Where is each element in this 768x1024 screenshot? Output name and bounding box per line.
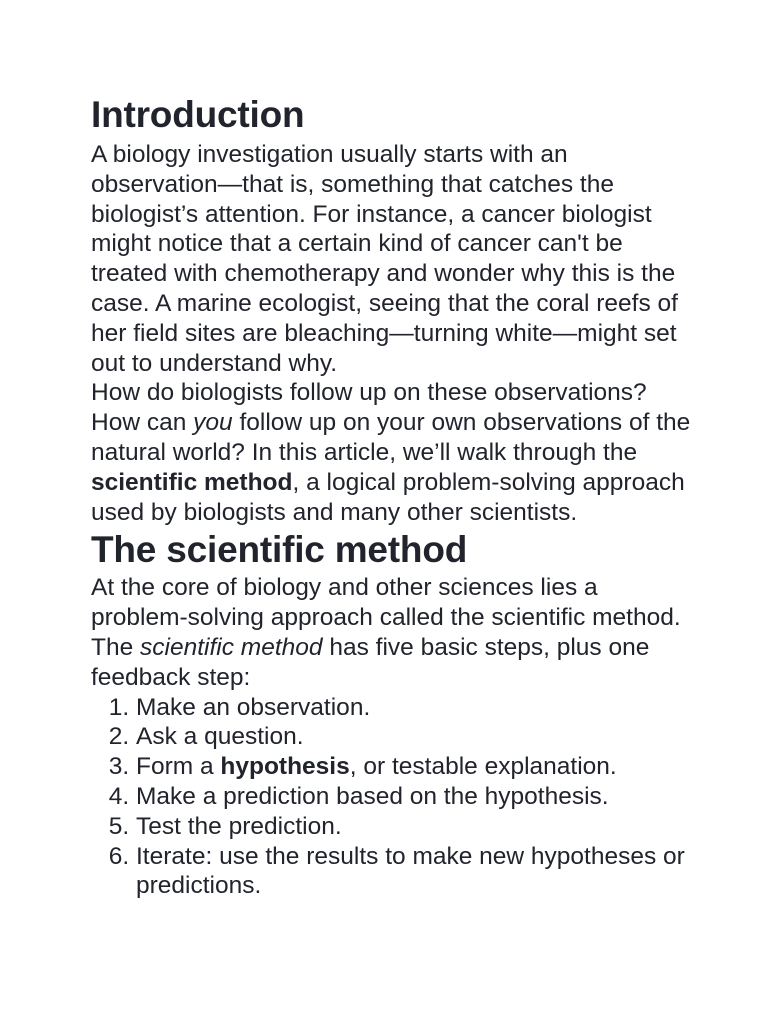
- list-item: 4. Make a prediction based on the hypothesis.: [136, 782, 691, 812]
- list-item: 1. Make an observation.: [136, 693, 691, 723]
- step3-strong: hypothesis: [220, 753, 350, 781]
- intro-paragraph-1: A biology investigation usually starts with an observation—that is, something that catches the biologist’s attention. For instance, a cancer biologist might notice that a certain kind of cancer can't be treated with chemotherapy and wonder why this is the case. A marine ecologist, seeing that the coral reefs of her field sites are bleaching—turning white—might set out to understand why.: [91, 141, 678, 377]
- method-p1-emphasis: scientific method: [140, 633, 323, 661]
- scientific-method-heading: The scientific method: [91, 529, 468, 571]
- method-paragraph-1: [91, 573, 691, 692]
- intro-p2-strong: scientific method: [91, 468, 293, 496]
- intro-paragraph-2: [91, 378, 691, 527]
- method-p1-text-b: has five basic steps, plus one feedback step:: [91, 633, 650, 691]
- intro-p2-text-a: How do biologists follow up on these observations? How can: [91, 379, 647, 437]
- method-p1-text-a: At the core of biology and other sciences lies a problem-solving approach called the scientific method. The: [91, 574, 681, 661]
- steps-list: [91, 693, 691, 902]
- article: [91, 92, 691, 901]
- list-item: 6. Iterate: use the results to make new hypotheses or predictions.: [136, 842, 691, 902]
- step3-tail: , or testable explanation.: [349, 753, 617, 781]
- intro-p2-text-c: , a logical problem-solving approach used by biologists and many other scientists.: [91, 468, 685, 526]
- intro-p2-emphasis: you: [193, 409, 233, 437]
- list-item: 2. Ask a question.: [136, 722, 691, 752]
- list-item: 5. Test the prediction.: [136, 812, 691, 842]
- list-item: [136, 752, 691, 782]
- introduction-heading: Introduction: [91, 94, 305, 135]
- step3-text: Form a: [136, 753, 221, 781]
- intro-p2-text-b: follow up on your own observations of the natural world? In this article, we’ll walk through the: [91, 409, 691, 466]
